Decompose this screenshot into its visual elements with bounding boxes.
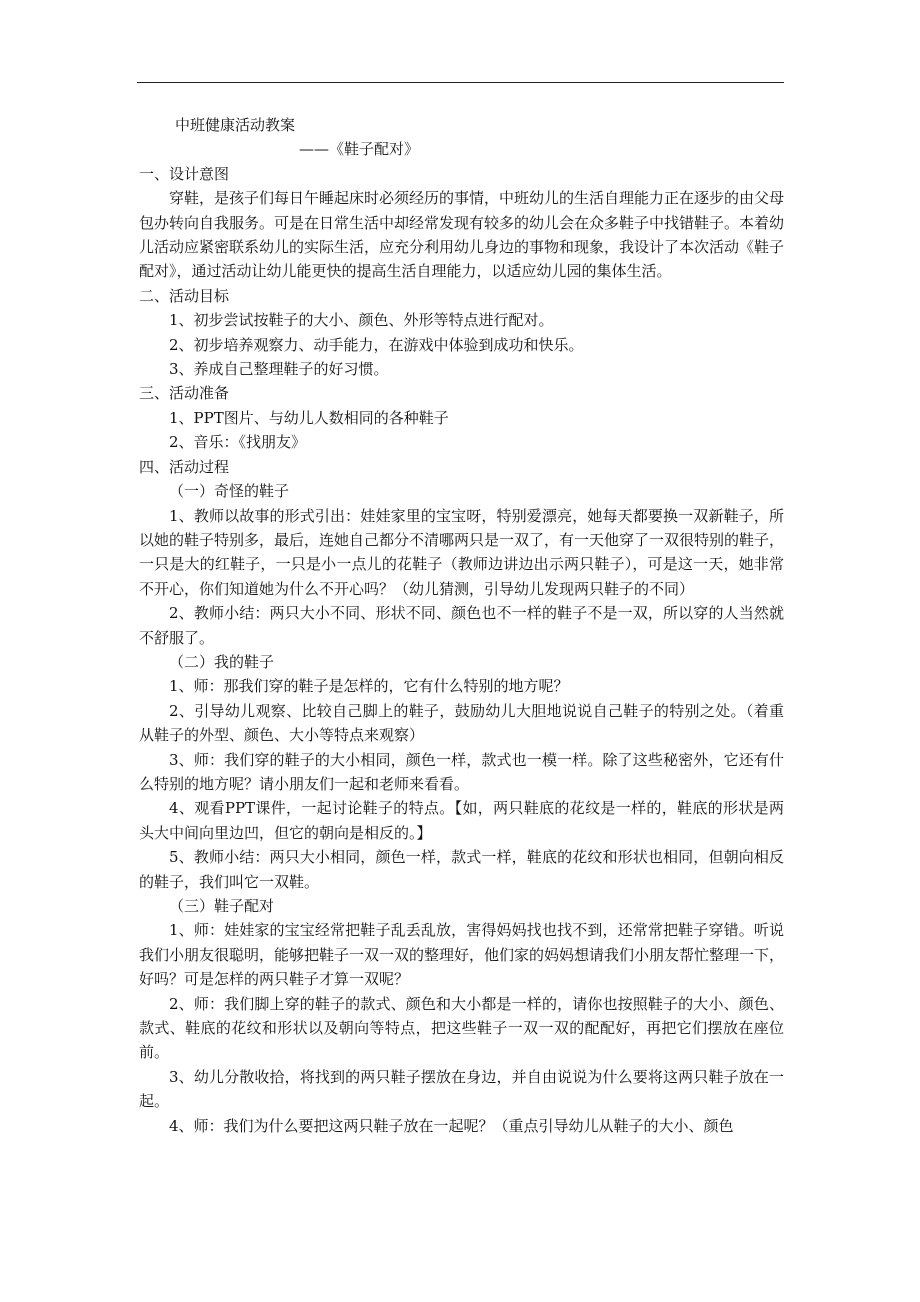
list-item: 2、音乐：《找朋友》 bbox=[169, 433, 307, 452]
paragraph: 2、师：我们脚上穿的鞋子的款式、颜色和大小都是一样的，请你也按照鞋子的大小、颜色、款式、鞋底的花纹和形状以及朝向等特点，把这些鞋子一双一双的配配好，再把它们摆放在座位前。 bbox=[139, 994, 784, 1062]
paragraph: 1、师：那我们穿的鞋子是怎样的，它有什么特别的地方呢？ bbox=[169, 677, 569, 696]
paragraph: 穿鞋，是孩子们每日午睡起床时必须经历的事情，中班幼儿的生活自理能力正在逐步的由父母包办转向自我服务。可是在日常生活中却经常发现有较多的幼儿会在众多鞋子中找错鞋子。本着幼儿活动应紧密联系幼儿的实际生活，应充分利用幼儿身边的事物和现象，我设计了本次活动《鞋子配对》，通过活动让幼儿能更快的提高生活自理能力，以适应幼儿园的集体生活。 bbox=[139, 189, 785, 281]
header-rule bbox=[137, 82, 784, 83]
paragraph: 4、师：我们为什么要把这两只鞋子放在一起呢？（重点引导幼儿从鞋子的大小、颜色 bbox=[169, 1116, 734, 1135]
list-item: 1、PPT图片、与幼儿人数相同的各种鞋子 bbox=[169, 408, 449, 427]
document-body bbox=[139, 113, 784, 1138]
paragraph: 2、教师小结：两只大小不同、形状不同、颜色也不一样的鞋子不是一双，所以穿的人当然就不舒服了。 bbox=[139, 604, 784, 647]
section-heading-prep: 三、活动准备 bbox=[139, 384, 230, 403]
list-item: 1、初步尝试按鞋子的大小、颜色、外形等特点进行配对。 bbox=[169, 311, 554, 330]
list-item: 3、养成自己整理鞋子的好习惯。 bbox=[169, 360, 389, 379]
paragraph: 2、引导幼儿观察、比较自己脚上的鞋子，鼓励幼儿大胆地说说自己鞋子的特别之处。（着重从鞋子的外型、颜色、大小等特点来观察） bbox=[139, 701, 784, 745]
section-heading-goals: 二、活动目标 bbox=[139, 286, 230, 305]
section-heading-design: 一、设计意图 bbox=[139, 164, 230, 183]
subsection-heading: （三）鞋子配对 bbox=[169, 897, 275, 915]
paragraph: 5、教师小结：两只大小相同，颜色一样，款式一样，鞋底的花纹和形状也相同，但朝向相反的鞋子，我们叫它一双鞋。 bbox=[139, 848, 784, 891]
paragraph: 3、师：我们穿的鞋子的大小相同，颜色一样，款式也一模一样。除了这些秘密外，它还有什么特别的地方呢？请小朋友们一起和老师来看看。 bbox=[139, 750, 784, 793]
subsection-heading: （一）奇怪的鞋子 bbox=[169, 482, 290, 501]
doc-subtitle: ——《鞋子配对》 bbox=[299, 140, 420, 159]
section-heading-process: 四、活动过程 bbox=[139, 457, 230, 476]
subsection-heading: （二）我的鞋子 bbox=[169, 652, 275, 671]
paragraph: 4、观看PPT课件，一起讨论鞋子的特点。【如，两只鞋底的花纹是一样的，鞋底的形状是两头大中间向里边凹，但它的朝向是相反的。】 bbox=[139, 799, 784, 842]
paragraph: 1、师：娃娃家的宝宝经常把鞋子乱丢乱放，害得妈妈找也找不到，还常常把鞋子穿错。听说我们小朋友很聪明，能够把鞋子一双一双的整理好，他们家的妈妈想请我们小朋友帮忙整理一下，好吗？可是怎样的两只鞋子才算一双呢？ bbox=[139, 921, 785, 989]
list-item: 2、初步培养观察力、动手能力，在游戏中体验到成功和快乐。 bbox=[169, 335, 584, 354]
paragraph: 3、幼儿分散收拾，将找到的两只鞋子摆放在身边，并自由说说为什么要将这两只鞋子放在一起。 bbox=[139, 1067, 784, 1111]
paragraph: 1、教师以故事的形式引出：娃娃家里的宝宝呀，特别爱漂亮，她每天都要换一双新鞋子，所以她的鞋子特别多，最后，连她自己都分不清哪两只是一双了，有一天他穿了一双很特别的鞋子，一只是大的红鞋子，一只是小一点儿的花鞋子（教师边讲边出示两只鞋子），可是这一天，她非常不开心，你们知道她为什么不开心吗？（幼儿猜测，引导幼儿发现两只鞋子的不同） bbox=[139, 506, 785, 598]
doc-title: 中班健康活动教案 bbox=[175, 116, 296, 134]
